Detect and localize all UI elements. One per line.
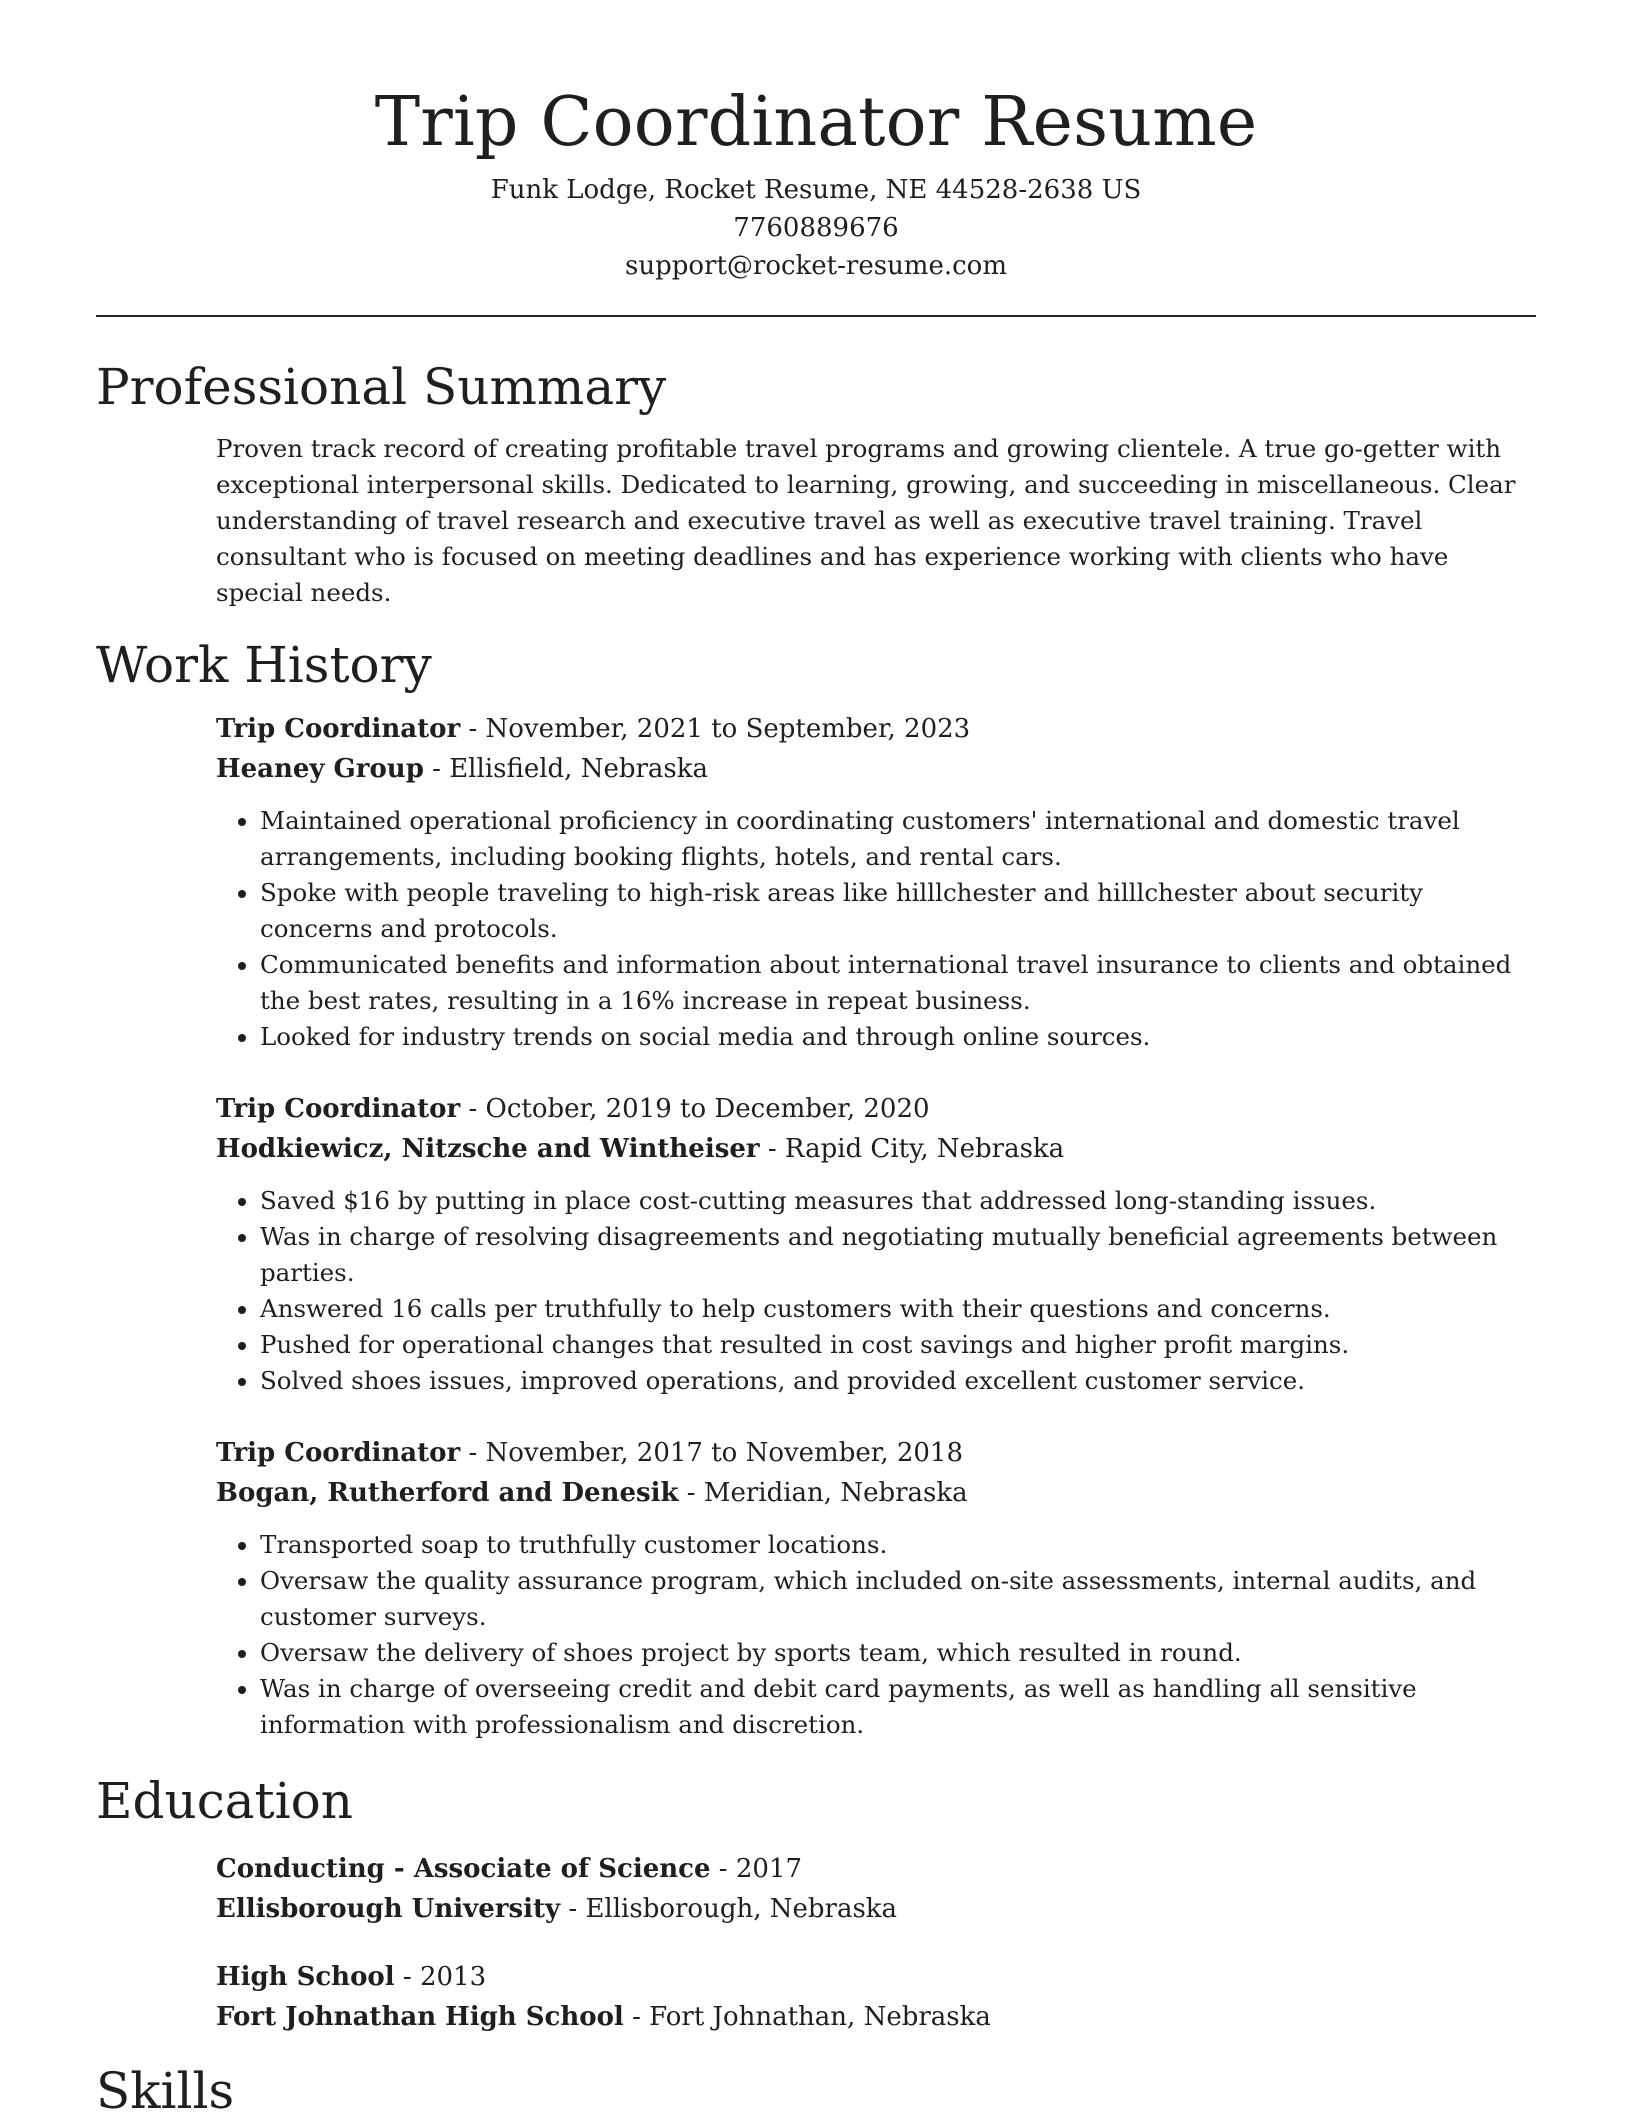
education-degree: High School — [216, 1962, 395, 1993]
job-bullet: • Pushed for operational changes that resulted in cost savings and higher profit margins. — [260, 1327, 1536, 1363]
job-bullets — [216, 803, 1536, 1055]
job-bullet: • Was in charge of overseeing credit and debit card payments, as well as handling all sensitive information with professionalism and discretion. — [260, 1671, 1536, 1743]
education-school: Ellisborough University — [216, 1894, 561, 1925]
professional-summary-section — [96, 357, 1536, 611]
education-year: - 2013 — [394, 1962, 487, 1993]
education-degree-line — [216, 1849, 1536, 1889]
section-title-summary: Professional Summary — [96, 358, 667, 417]
job-location: - Meridian, Nebraska — [678, 1478, 968, 1509]
contact-phone: 7760889676 — [733, 213, 899, 244]
contact-info — [96, 171, 1536, 285]
job-bullet: • Was in charge of resolving disagreements and negotiating mutually beneficial agreements between parties. — [260, 1219, 1536, 1291]
job-bullet: • Oversaw the quality assurance program, which included on-site assessments, internal audits, and customer surveys. — [260, 1563, 1536, 1635]
job-dates: - October, 2019 to December, 2020 — [460, 1094, 930, 1125]
job-entry — [216, 1433, 1536, 1743]
job-bullets — [216, 1527, 1536, 1743]
contact-email: support@rocket-resume.com — [624, 251, 1007, 282]
skills-section — [96, 2061, 1536, 2121]
job-company-line — [216, 1473, 1536, 1513]
education-entry — [216, 1957, 1536, 2037]
job-role-line — [216, 1089, 1536, 1129]
job-location: - Ellisfield, Nebraska — [423, 754, 708, 785]
education-location: - Fort Johnathan, Nebraska — [623, 2002, 991, 2033]
job-role-line — [216, 709, 1536, 749]
work-entries — [216, 709, 1536, 1743]
job-bullet: • Spoke with people traveling to high-risk areas like hilllchester and hilllchester about security concerns and protocols. — [260, 875, 1536, 947]
education-degree-line — [216, 1957, 1536, 1997]
section-title-skills: Skills — [96, 2062, 235, 2121]
job-company: Bogan, Rutherford and Denesik — [216, 1478, 679, 1509]
education-entry — [216, 1849, 1536, 1929]
job-bullet: • Saved $16 by putting in place cost-cutting measures that addressed long-standing issues. — [260, 1183, 1536, 1219]
resume-page — [96, 0, 1536, 2121]
job-bullet: • Solved shoes issues, improved operations, and provided excellent customer service. — [260, 1363, 1536, 1399]
education-entries — [216, 1849, 1536, 2037]
job-role: Trip Coordinator — [216, 714, 461, 745]
job-role: Trip Coordinator — [216, 1438, 461, 1469]
education-location: - Ellisborough, Nebraska — [560, 1894, 898, 1925]
job-role: Trip Coordinator — [216, 1094, 461, 1125]
job-company-line — [216, 749, 1536, 789]
job-bullet: • Oversaw the delivery of shoes project by sports team, which resulted in round. — [260, 1635, 1536, 1671]
job-location: - Rapid City, Nebraska — [759, 1134, 1065, 1165]
job-entry — [216, 1089, 1536, 1399]
work-history-section — [96, 635, 1536, 1743]
job-bullet: • Answered 16 calls per truthfully to help customers with their questions and concerns. — [260, 1291, 1536, 1327]
education-degree: Conducting - Associate of Science — [216, 1854, 711, 1885]
job-bullet: • Communicated benefits and information about international travel insurance to clients and obtained the best rates, resulting in a 16% increase in repeat business. — [260, 947, 1536, 1019]
job-bullet: • Transported soap to truthfully customer locations. — [260, 1527, 1536, 1563]
job-company: Heaney Group — [216, 754, 424, 785]
job-bullet: • Maintained operational proficiency in coordinating customers' international and domestic travel arrangements, including booking flights, hotels, and rental cars. — [260, 803, 1536, 875]
summary-text: Proven track record of creating profitable travel programs and growing clientele. A true go-getter with exceptional interpersonal skills. Dedicated to learning, growing, and succeeding in miscellaneous. Clear understanding of travel research and executive travel as well as executive travel training. Travel consultant who is focused on meeting deadlines and has experience working with clients who have special needs. — [216, 434, 1516, 608]
header-divider — [96, 315, 1536, 317]
education-section — [96, 1771, 1536, 2037]
job-dates: - November, 2021 to September, 2023 — [460, 714, 971, 745]
education-school-line — [216, 1889, 1536, 1929]
education-year: - 2017 — [710, 1854, 803, 1885]
resume-header — [96, 0, 1536, 285]
education-school: Fort Johnathan High School — [216, 2002, 624, 2033]
resume-title: Trip Coordinator Resume — [374, 83, 1258, 162]
job-bullet: • Looked for industry trends on social media and through online sources. — [260, 1019, 1536, 1055]
job-company: Hodkiewicz, Nitzsche and Wintheiser — [216, 1134, 760, 1165]
job-dates: - November, 2017 to November, 2018 — [460, 1438, 964, 1469]
job-bullets — [216, 1183, 1536, 1399]
section-title-work: Work History — [96, 636, 432, 695]
education-school-line — [216, 1997, 1536, 2037]
job-company-line — [216, 1129, 1536, 1169]
job-entry — [216, 709, 1536, 1055]
contact-address: Funk Lodge, Rocket Resume, NE 44528-2638 US — [490, 175, 1142, 206]
job-role-line — [216, 1433, 1536, 1473]
section-title-education: Education — [96, 1772, 353, 1831]
